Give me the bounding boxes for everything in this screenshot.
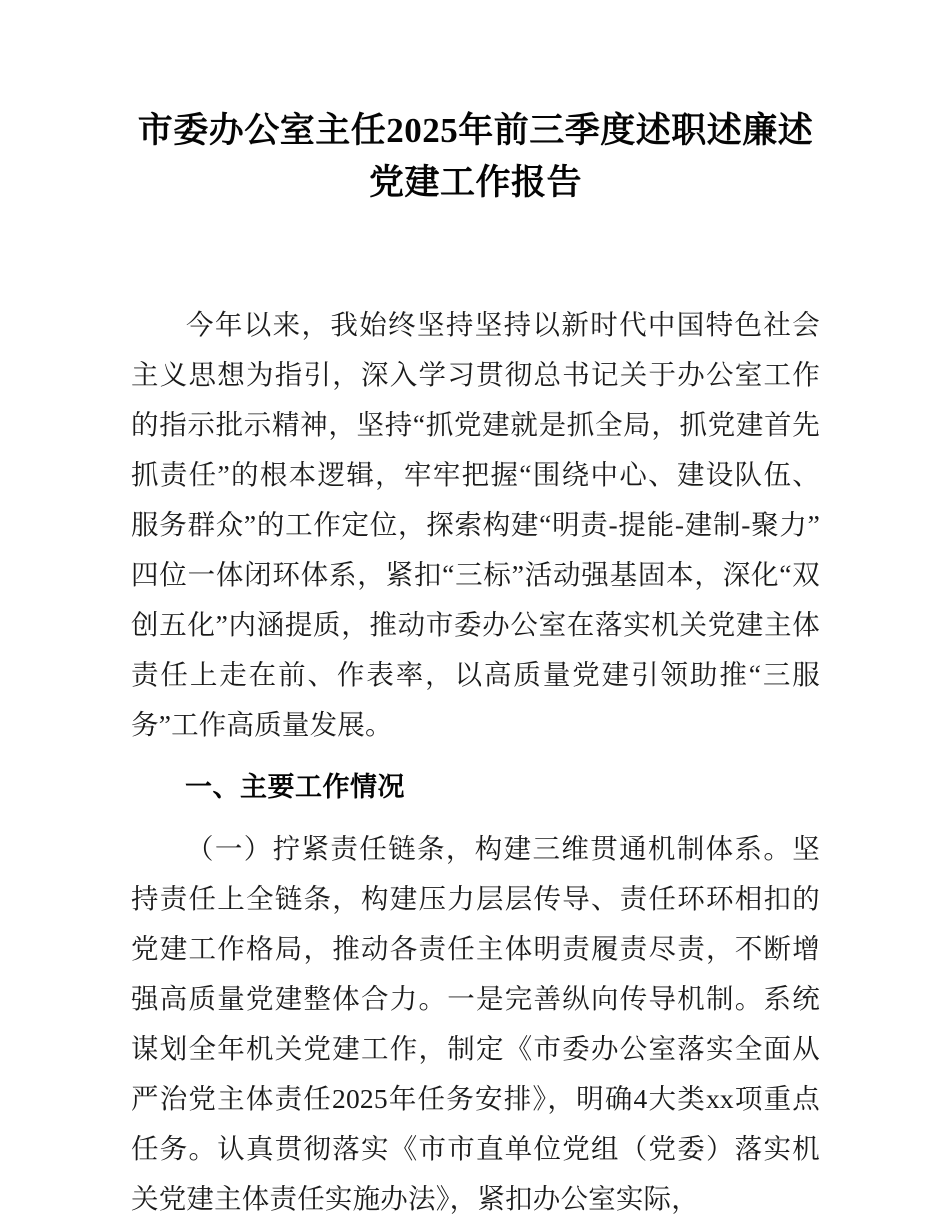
paragraph-spacer-1 xyxy=(131,750,820,762)
title-body-spacer xyxy=(131,209,820,300)
section-1-paragraph-1: （一）拧紧责任链条，构建三维贯通机制体系。坚持责任上全链条，构建压力层层传导、责任环环相扣的党建工作格局，推动各责任主体明责履责尽责，不断增强高质量党建整体合力。一是完善纵向传导机制。系统谋划全年机关党建工作，制定《市委办公室落实全面从严治党主体责任2025年任务安排》，明确4大类xx项重点任务。认真贯彻落实《市市直单位党组（党委）落实机关党建主体责任实施办法》，紧扣办公室实际， xyxy=(131,833,820,1214)
document-title-line-2: 党建工作报告 xyxy=(368,163,582,202)
section-heading-main-work: 一、主要工作情况 xyxy=(185,772,405,802)
preamble-paragraph: 今年以来，我始终坚持坚持以新时代中国特色社会主义思想为指引，深入学习贯彻总书记关于办公室工作的指示批示精神，坚持“抓党建就是抓全局，抓党建首先抓责任”的根本逻辑，牢牢把握“围绕中心、建设队伍、服务群众”的工作定位，探索构建“明责-提能-建制-聚力”四位一体闭环体系，紧扣“三标”活动强基固本，深化“双创五化”内涵提质，推动市委办公室在落实机关党建主体责任上走在前、作表率，以高质量党建引领助推“三服务”工作高质量发展。 xyxy=(131,309,820,740)
paragraph-spacer-2 xyxy=(131,812,820,824)
document-content-column xyxy=(131,0,820,1224)
document-title xyxy=(131,0,820,209)
document-title-line-1: 市委办公室主任2025年前三季度述职述廉述 xyxy=(137,111,814,150)
